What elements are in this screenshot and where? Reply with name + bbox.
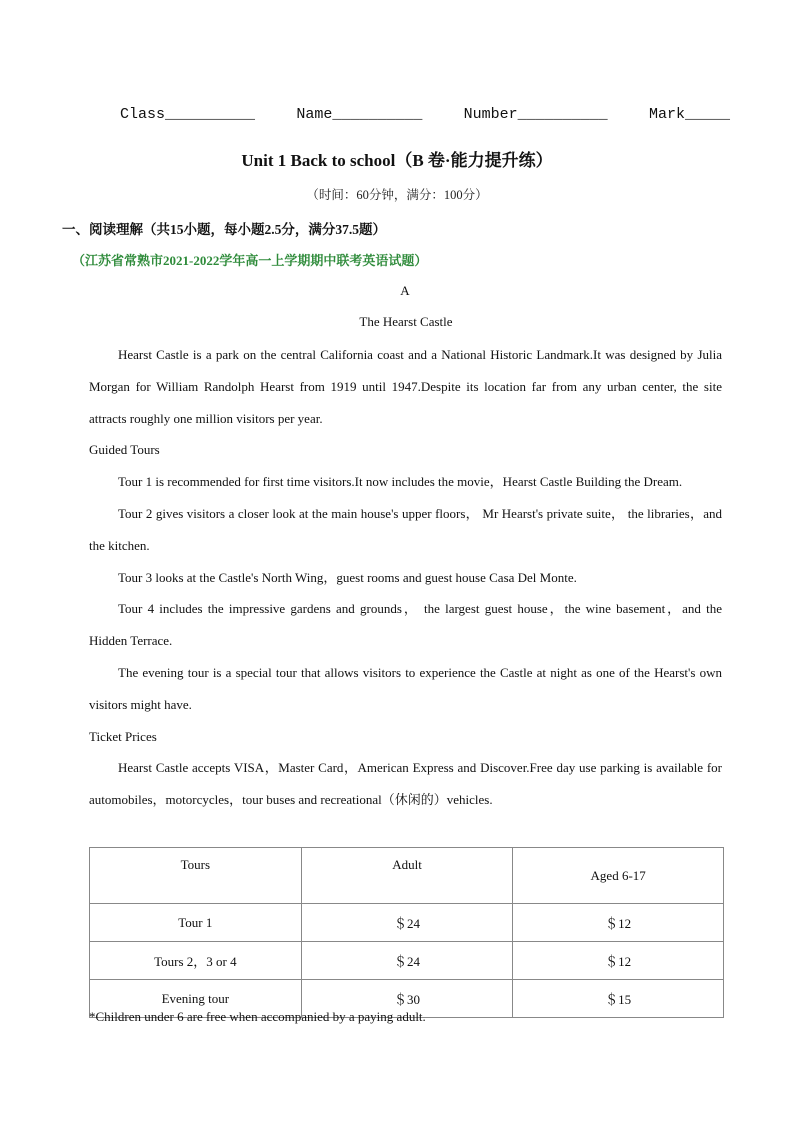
table-cell: ＄24 [301,904,513,942]
tour4-paragraph: Tour 4 includes the impressive gardens and grounds， the largest guest house，the wine basement，and the Hidden Terrace. [89,601,722,649]
student-info-row [120,106,730,123]
table-cell: Tours 2，3 or 4 [90,942,302,980]
ticket-price-table [89,847,724,1018]
passage-letter: A [400,283,410,298]
table-header-row [90,848,724,904]
table-cell: ＄24 [301,942,513,980]
table-footnote: *Children under 6 are free when accompanied by a paying adult. [89,1009,426,1024]
mark-field: Mark_____ [648,106,730,123]
table-cell: ＄30 [301,980,513,1018]
name-field: Name__________ [296,106,423,123]
intro-paragraph: Hearst Castle is a park on the central California coast and a National Historic Landmark.It was designed by Julia Morgan for William Randolph Hearst from 1919 until 1947.Despite its location far from any urban center, the site attracts roughly one million visitors per year. [89,347,722,426]
table-header-cell: Tours [90,848,302,904]
section-heading: 一、阅读理解（共15小题，每小题2.5分，满分37.5题） [62,222,386,237]
table-cell: Evening tour [90,980,302,1018]
class-field: Class__________ [120,106,256,123]
page-title: Unit 1 Back to school（B 卷·能力提升练） [241,151,553,170]
table-header-cell: Aged 6-17 [513,848,724,904]
table-row [90,904,724,942]
number-field: Number__________ [463,106,608,123]
table-cell: ＄15 [513,980,724,1018]
time-info: （时间：60分钟，满分：100分） [306,188,488,202]
tour1-paragraph: Tour 1 is recommended for first time visitors.It now includes the movie，Hearst Castle Building the Dream. [118,474,683,490]
tour3-paragraph: Tour 3 looks at the Castle's North Wing，guest rooms and guest house Casa Del Monte. [118,569,577,585]
source-note: （江苏省常熟市2021-2022学年高一上学期期中联考英语试题） [72,253,428,268]
table-row [90,942,724,980]
table-cell: Tour 1 [90,904,302,942]
guided-tours-heading: Guided Tours [89,442,160,458]
passage-body [89,339,722,816]
payment-paragraph: Hearst Castle accepts VISA，Master Card，American Express and Discover.Free day use parking is available for automobiles，motorcycles，tour buses and recreational（休闲的）vehicles. [89,760,722,808]
ticket-prices-heading: Ticket Prices [89,728,157,744]
evening-paragraph: The evening tour is a special tour that allows visitors to experience the Castle at night as one of the Hearst's own visitors might have. [89,664,722,712]
passage-title: The Hearst Castle [359,314,453,329]
table-cell: ＄12 [513,904,724,942]
table-cell: ＄12 [513,942,724,980]
tour2-paragraph: Tour 2 gives visitors a closer look at the main house's upper floors， Mr Hearst's private suite， the libraries，and the kitchen. [89,505,722,553]
table-header-cell: Adult [301,848,513,904]
